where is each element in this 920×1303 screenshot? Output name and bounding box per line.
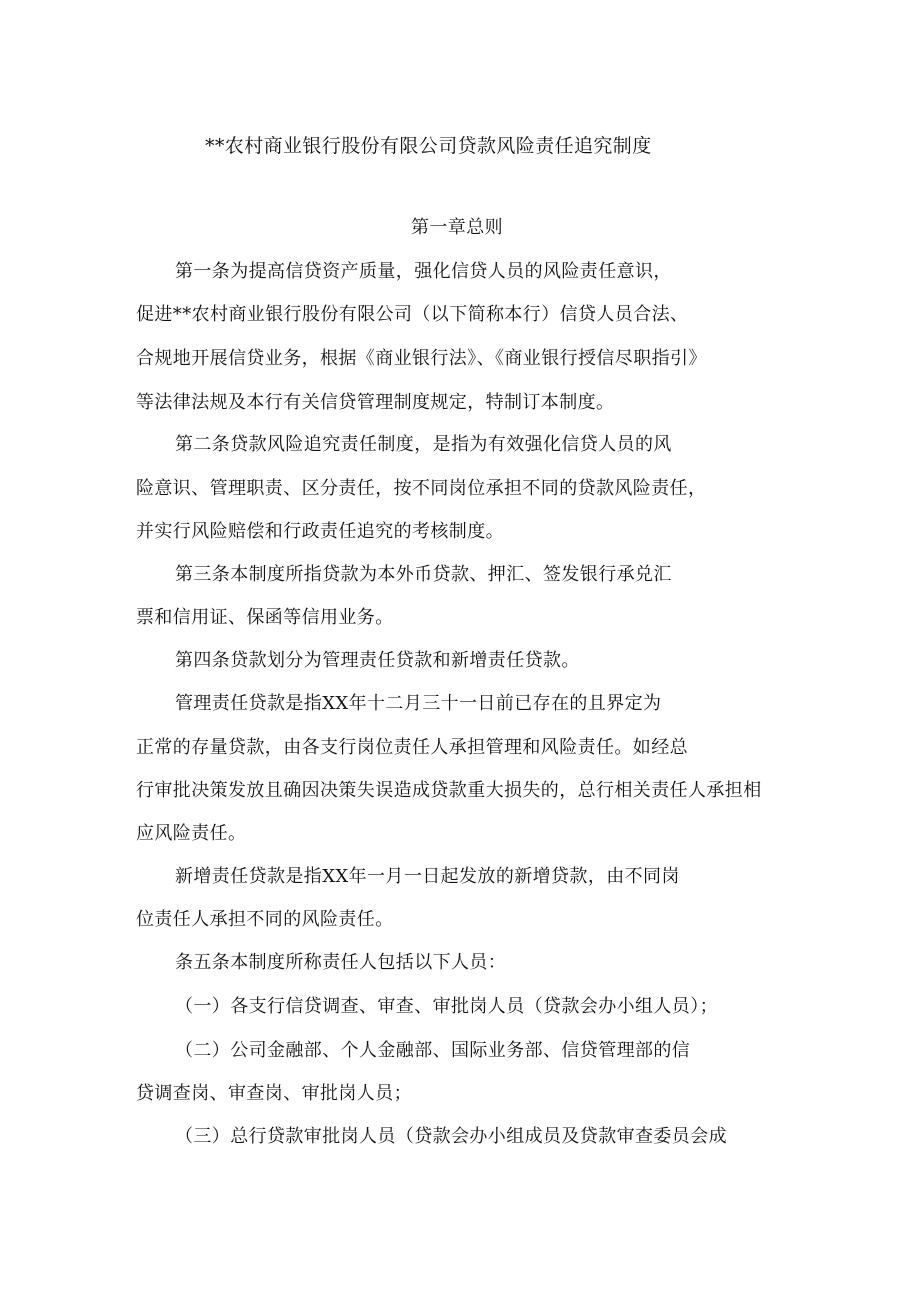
text-line: 新增责任贷款是指XX年一月一日起发放的新增贷款，由不同岗 — [175, 866, 680, 887]
text-line: 正常的存量贷款，由各支行岗位责任人承担管理和风险责任。如经总 — [136, 737, 688, 758]
document-title: **农村商业银行股份有限公司贷款风险责任追究制度 — [205, 135, 652, 157]
text-line: 票和信用证、保函等信用业务。 — [136, 607, 394, 628]
text-line: 等法律法规及本行有关信贷管理制度规定，特制订本制度。 — [136, 392, 615, 413]
chapter-heading: 第一章总则 — [411, 217, 503, 238]
text-line: 第三条本制度所指贷款为本外币贷款、押汇、签发银行承兑汇 — [175, 564, 672, 585]
text-line: 行审批决策发放且确因决策失误造成贷款重大损失的，总行相关责任人承担相 — [136, 780, 762, 801]
text-line: 条五条本制度所称责任人包括以下人员： — [175, 952, 507, 973]
text-line: 第四条贷款划分为管理责任贷款和新增责任贷款。 — [175, 650, 580, 671]
text-line: 第一条为提高信贷资产质量，强化信贷人员的风险责任意识， — [175, 261, 672, 282]
text-line: 贷调查岗、审查岗、审批岗人员； — [136, 1083, 412, 1104]
text-line: 促进**农村商业银行股份有限公司（以下简称本行）信贷人员合法、 — [136, 304, 689, 325]
text-line: 第二条贷款风险追究责任制度，是指为有效强化信贷人员的风 — [175, 434, 672, 455]
text-line: 合规地开展信贷业务，根据《商业银行法》、《商业银行授信尽职指引》 — [136, 348, 707, 369]
text-line: （三）总行贷款审批岗人员（贷款会办小组成员及贷款审查委员会成 — [175, 1126, 727, 1147]
text-line: 应风险责任。 — [136, 823, 247, 844]
text-line: 并实行风险赔偿和行政责任追究的考核制度。 — [136, 521, 504, 542]
text-line: （一）各支行信贷调查、审查、审批岗人员（贷款会办小组人员）； — [175, 996, 718, 1017]
text-line: （二）公司金融部、个人金融部、国际业务部、信贷管理部的信 — [175, 1040, 691, 1061]
text-line: 位责任人承担不同的风险责任。 — [136, 909, 394, 930]
text-line: 险意识、管理职责、区分责任，按不同岗位承担不同的贷款风险责任， — [136, 478, 707, 499]
text-line: 管理责任贷款是指XX年十二月三十一日前已存在的且界定为 — [175, 693, 662, 714]
